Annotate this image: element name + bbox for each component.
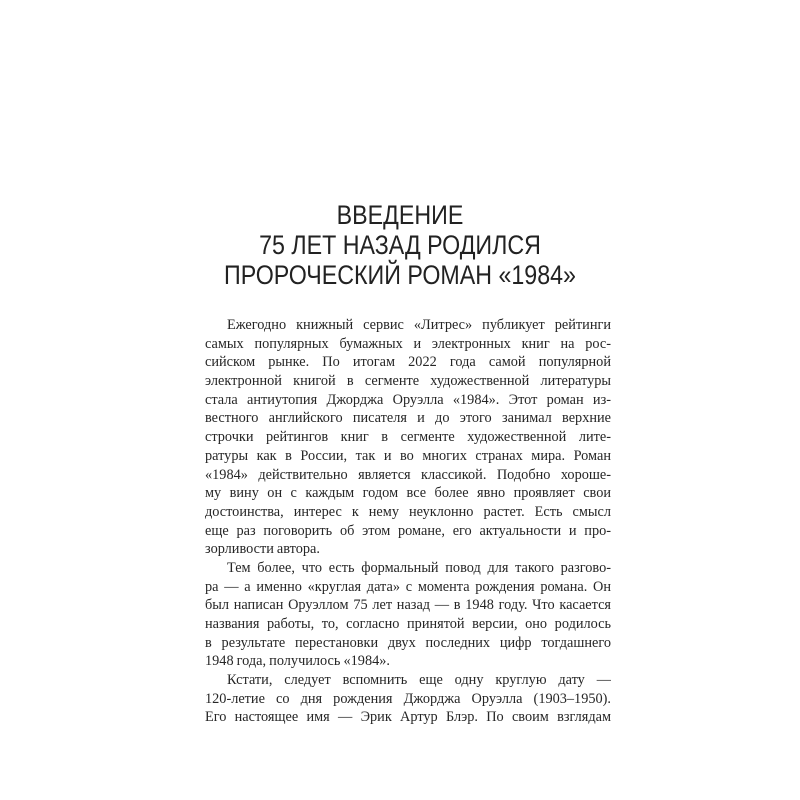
text-line: еще раз поговорить об этом романе, его актуальности и про- bbox=[205, 522, 611, 539]
text-line: вестного английского писателя и до этого занимал верхние bbox=[205, 410, 611, 427]
text-line: названия работы, то, согласно принятой версии, оно родилось bbox=[205, 616, 611, 632]
text-line: ратуры как в России, так и во многих странах мира. Роман bbox=[205, 447, 611, 464]
text-line: Тем более, что есть формальный повод для такого разгово- bbox=[227, 559, 611, 576]
text-line: в результате перестановки двух последних цифр тогдашнего bbox=[205, 634, 611, 651]
text-line: 1948 года, получилось «1984». bbox=[205, 653, 390, 670]
text-line: Его настоящее имя — Эрик Артур Блэр. По своим взглядам bbox=[205, 709, 611, 726]
heading-line: ПРОРОЧЕСКИЙ РОМАН «1984» bbox=[224, 260, 576, 290]
text-line: Ежегодно книжный сервис «Литрес» публикует рейтинги bbox=[227, 317, 611, 333]
text-line: ра — а именно «круглая дата» с момента рождения романа. Он bbox=[205, 578, 611, 595]
text-line: был написан Оруэллом 75 лет назад — в 1948 году. Что касается bbox=[205, 597, 611, 614]
text-line: зорливости автора. bbox=[205, 541, 320, 558]
chapter-heading bbox=[0, 200, 800, 290]
text-line: достоинства, интерес к нему неуклонно растет. Есть смысл bbox=[205, 503, 611, 520]
text-line: Кстати, следует вспомнить еще одну круглую дату — bbox=[227, 672, 611, 689]
heading-line: 75 ЛЕТ НАЗАД РОДИЛСЯ bbox=[259, 230, 541, 260]
text-line: му вину он с каждым годом все более явно проявляет свои bbox=[205, 485, 611, 502]
text-line: строчки рейтингов книг в сегменте художественной лите- bbox=[205, 429, 611, 446]
text-line: 120-летие со дня рождения Джорджа Оруэлла (1903–1950). bbox=[205, 690, 611, 707]
heading-line: ВВЕДЕНИЕ bbox=[336, 200, 464, 230]
text-line: сийском рынке. По итогам 2022 года самой популярной bbox=[205, 354, 611, 371]
text-line: самых популярных бумажных и электронных книг на рос- bbox=[205, 335, 611, 352]
text-line: электронной книгой в сегменте художественной литературы bbox=[205, 373, 611, 390]
body-text bbox=[205, 316, 611, 727]
text-line: «1984» действительно является классикой. Подобно хороше- bbox=[205, 466, 611, 483]
text-line: стала антиутопия Джорджа Оруэлла «1984». Этот роман из- bbox=[205, 391, 611, 408]
